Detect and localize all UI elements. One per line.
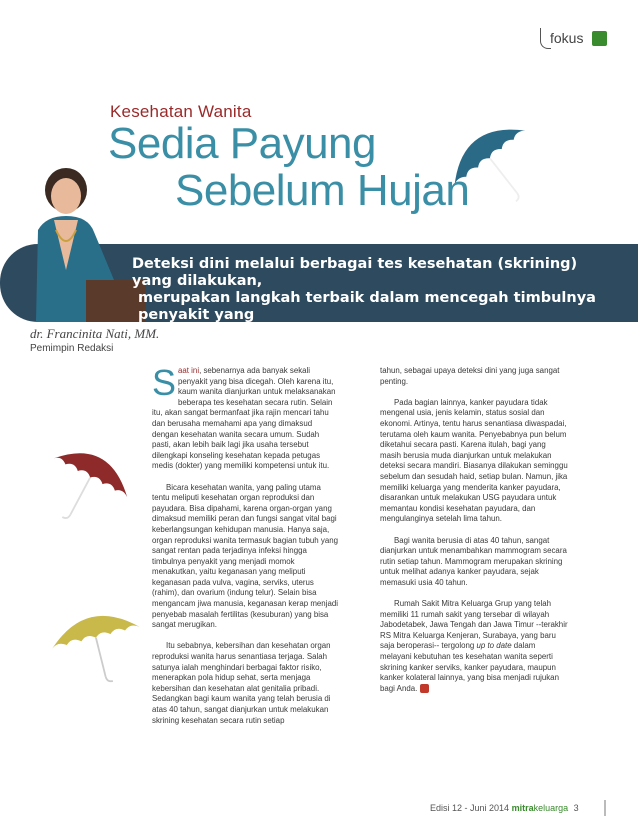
author-role: Pemimpin Redaksi	[30, 343, 114, 354]
section-word: fokus	[550, 30, 584, 46]
author-name: dr. Francinita Nati, MM.	[30, 326, 160, 341]
article-category: Kesehatan Wanita	[110, 102, 252, 121]
paragraph	[152, 362, 340, 472]
article-title-line1: Sedia Payung	[108, 119, 376, 168]
emphasis-text: up to date	[476, 641, 512, 651]
paragraph: Bagi wanita berusia di atas 40 tahun, sangat dianjurkan untuk menambahkan mammogram secara rutin setiap tahun. Mammogram merupakan skrining untuk melihat adanya kanker payudara, sejak memasuki usia 40 tahun.	[380, 535, 567, 587]
lead-line: Deteksi dini melalui berbagai tes kesehatan (skrining) yang dilakukan,	[132, 256, 578, 289]
drop-cap: S	[152, 362, 177, 403]
paragraph-text: , sebenarnya ada banyak sekali penyakit yang bisa dicegah. Oleh karena itu, kaum wanita dianjurkan untuk melaksanakan beberapa tes kesehatan secara rutin. Selain itu, akan sangat bermanfaat jika rajin mencari tahu dan berusaha memahami apa yang dimaksud dengan kesehatan wanita secara umum. Sudah pasti, akan lebih baik lagi jika usaha tersebut dilengkapi konseling kesehatan kepada petugas medis (dokter) yang memiliki kompetensi untuk itu.	[152, 366, 336, 471]
page-footer	[430, 803, 579, 813]
brand-keluarga: keluarga	[533, 803, 569, 813]
umbrella-red-icon	[48, 440, 143, 525]
section-label	[540, 28, 620, 54]
lead-line: merupakan langkah terbaik dalam mencegah timbulnya penyakit yang	[138, 290, 596, 323]
article-column-1	[152, 362, 340, 737]
paragraph-text: Rumah Sakit Mitra Keluarga Grup yang telah memiliki 11 rumah sakit yang tersebar di wilayah Jabodetabek, Jawa Tengah dan Jawa Timur --terakhir RS Mitra Keluarga Kenjeran, Surabaya, yang baru saja beroperasi-- tergolong	[380, 599, 568, 651]
paragraph: Itu sebabnya, kebersihan dan kesehatan organ reproduksi wanita harus senantiasa terjaga. Salah satunya ialah menghindari berbagai faktor risiko, menerapkan pola hidup sehat, serta menjaga kebersihan dan kesehatan alat genitalia pribadi. Sedangkan bagi kaum wanita yang telah berusia di atas 40 tahun, sangat dianjurkan untuk melakukan skrining kesehatan secara rutin setiap	[152, 641, 331, 725]
paragraph-text: dalam melayani kebutuhan tes kesehatan wanita seperti skrining kanker serviks, kanker payudara, maupun kanker kolateral lainnya, yang bisa menjadi rujukan bagi Anda.	[380, 641, 559, 693]
paragraph: Pada bagian lainnya, kanker payudara tidak mengenal usia, jenis kelamin, status sosial dan ekonomi. Artinya, tentu harus senantiasa diwaspadai, terutama oleh kaum wanita. Penyebabnya pun belum diketahui secara pasti. Karena itulah, bagi yang masih berusia muda dianjurkan untuk melakukan deteksi secara mandiri. Biasanya dilakukan seminggu sebelum dan sesudah haid, setiap bulan. Namun, jika memiliki keluarga yang menderita kanker payudara, disarankan untuk melakukan USG payudara untuk memantau kondisi kesehatan payudara, dan mengulanginya setelah lima tahun.	[380, 397, 568, 524]
lead-line: bisa sangat merugikan kaum wanita.	[150, 324, 453, 340]
fokus-leaf-icon	[592, 31, 607, 46]
lead-text	[132, 256, 612, 341]
author-photo	[36, 160, 146, 322]
umbrella-yellow-icon	[44, 600, 144, 690]
brand-mitra: mitra	[511, 803, 534, 813]
paragraph	[380, 599, 568, 694]
article-column-2	[380, 366, 568, 705]
article-title-line2: Sebelum Hujan	[175, 166, 470, 215]
first-phrase: aat ini	[178, 366, 200, 375]
footer-divider	[604, 800, 606, 816]
edition-label: Edisi 12 - Juni 2014	[430, 803, 510, 813]
page-number: 3	[573, 803, 579, 813]
end-mark-icon	[420, 684, 429, 693]
paragraph: tahun, sebagai upaya deteksi dini yang juga sangat penting.	[380, 366, 560, 386]
paragraph: Bicara kesehatan wanita, yang paling utama tentu meliputi kesehatan organ reproduksi dan payudara. Bisa dipahami, karena organ-organ yang dimaksud memiliki peran dan fungsi sangat vital bagi keberlangsungan kehidupan manusia. Hanya saja, organ reproduksi wanita termasuk bagian tubuh yang sangat rentan pada terjadinya infeksi hingga timbulnya penyakit yang menjadi momok menakutkan, yaitu keganasan yang meliputi keganasan pada vulva, vagina, serviks, uterus (rahim), dan ovarium (indung telur). Selain bisa mengancam jiwa manusia, keganasan kerap menjadi penyebab masalah fertilitas (kesuburan) yang bisa sangat merugikan.	[152, 482, 338, 630]
